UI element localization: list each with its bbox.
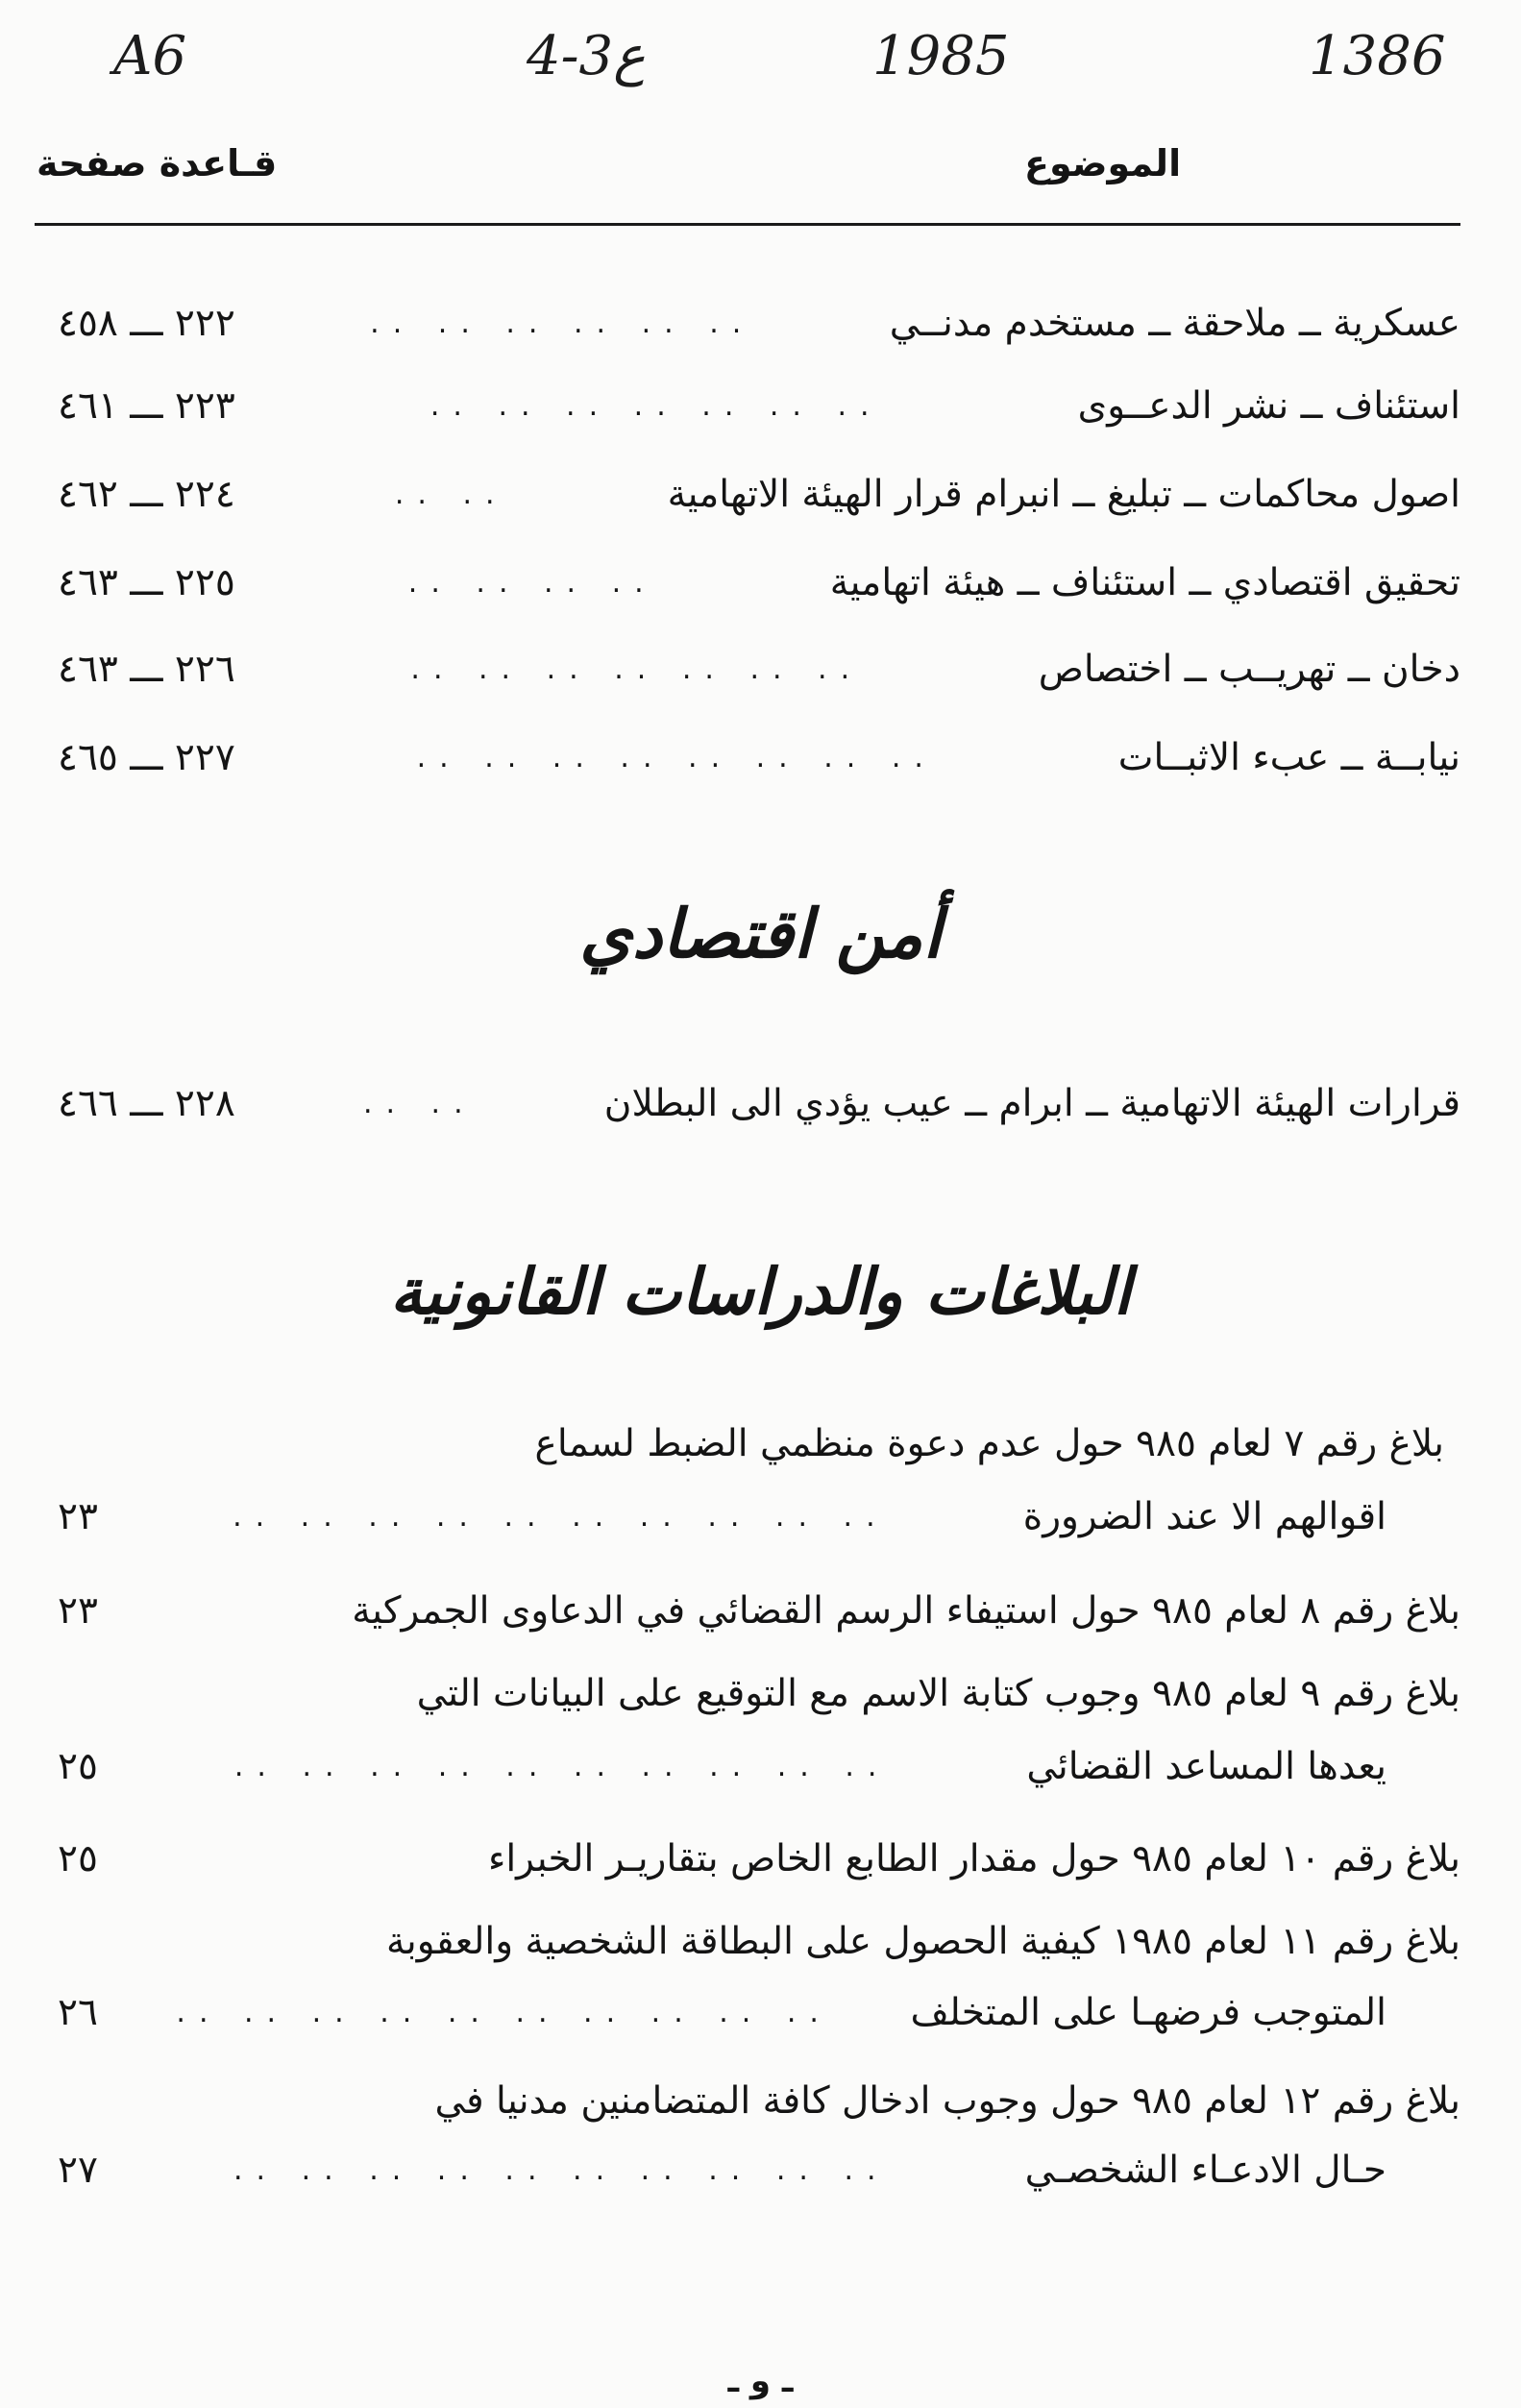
notice-line: بلاغ رقم ٩ لعام ٩٨٥ وجوب كتابة الاسم مع التوقيع على البيانات التي — [416, 1672, 1460, 1715]
entry-ref: ٢٢٥ ـــ ٤٦٣ — [58, 560, 235, 604]
handwritten-year: 1985 — [872, 25, 1010, 87]
notice-line-continued: حـال الادعـاء الشخصـي — [1024, 2148, 1386, 2192]
notice-entry — [58, 1983, 1386, 2041]
notice-page: ٢٥ — [58, 1836, 98, 1880]
entry-topic: استئناف ــ نشر الدعــوى — [1077, 383, 1460, 428]
notice-page: ٢٥ — [58, 1744, 98, 1788]
entry-topic: دخان ــ تهريــب ــ اختصاص — [1038, 647, 1460, 691]
notice-line: بلاغ رقم ١٢ لعام ٩٨٥ حول وجوب ادخال كافة المتضامنين مدنيا في — [434, 2079, 1460, 2123]
notice-line: بلاغ رقم ١٠ لعام ٩٨٥ حول مقدار الطابع الخاص بتقاريـر الخبراء — [488, 1836, 1460, 1880]
entry-leader: .. .. — [362, 1086, 477, 1120]
notice-page: ٢٦ — [58, 1990, 98, 2034]
entry-ref: ٢٢٨ ـــ ٤٦٦ — [58, 1081, 235, 1125]
entry-topic: تحقيق اقتصادي ــ استئناف ــ هيئة اتهامية — [829, 560, 1460, 604]
entry-leader: .. .. — [394, 477, 508, 511]
entry-topic: اصول محاكمات ــ تبليغ ــ انبرام قرار الهيئة الاتهامية — [667, 472, 1460, 516]
entry-ref: ٢٢٣ ـــ ٤٦١ — [58, 383, 235, 428]
index-entry — [58, 377, 1460, 434]
entry-ref: ٢٢٤ ـــ ٤٦٢ — [58, 472, 235, 516]
notice-entry — [58, 2141, 1386, 2199]
section-title-notices: البلاغات والدراسات القانونية — [389, 1254, 1132, 1329]
notice-page: ٢٣ — [58, 1588, 98, 1633]
notice-line-continued: يعدها المساعد القضائي — [1026, 1744, 1386, 1788]
index-entry — [58, 553, 1460, 611]
notice-line-continued: اقوالهم الا عند الضرورة — [1022, 1494, 1386, 1538]
entry-leader: .. .. .. .. .. .. .. .. .. .. — [233, 2152, 890, 2187]
entry-ref: ٢٢٢ ـــ ٤٥٨ — [58, 301, 235, 345]
handwritten-code-left: A6 — [113, 25, 187, 87]
page-letter: ـ و ـ — [727, 2362, 794, 2400]
section-title-economic-security: أمن اقتصادي — [579, 894, 942, 973]
notice-line: بلاغ رقم ٧ لعام ٩٨٥ حول عدم دعوة منظمي الضبط لسماع — [534, 1422, 1444, 1465]
header-topic-label: الموضوع — [1024, 142, 1182, 184]
entry-topic: قرارات الهيئة الاتهامية ــ ابرام ــ عيب يؤدي الى البطلان — [603, 1081, 1460, 1125]
header-rule-page-label: قـاعدة صفحة — [37, 142, 278, 184]
entry-leader: .. .. .. .. .. .. .. .. .. .. — [176, 1995, 832, 2029]
entry-topic: عسكرية ــ ملاحقة ــ مستخدم مدنــي — [889, 301, 1460, 345]
index-entry — [58, 728, 1460, 786]
handwritten-number: 1386 — [1309, 25, 1446, 87]
notice-line: بلاغ رقم ٨ لعام ٩٨٥ حول استيفاء الرسم القضائي في الدعاوى الجمركية — [352, 1588, 1460, 1633]
index-entry — [58, 1074, 1460, 1132]
entry-leader: .. .. .. .. .. .. .. .. .. .. — [233, 1749, 891, 1783]
entry-leader: .. .. .. .. .. .. .. — [429, 388, 883, 423]
index-entry — [58, 294, 1460, 352]
index-entry — [58, 465, 1460, 523]
notice-page: ٢٣ — [58, 1494, 98, 1538]
entry-leader: .. .. .. .. .. .. .. .. — [416, 740, 937, 774]
notice-entry — [58, 1582, 1460, 1639]
notice-entry — [58, 1737, 1386, 1795]
notice-entry — [58, 1830, 1460, 1887]
index-entry — [58, 640, 1460, 698]
notice-line: بلاغ رقم ١١ لعام ١٩٨٥ كيفية الحصول على البطاقة الشخصية والعقوبة — [386, 1920, 1460, 1963]
entry-leader: .. .. .. .. .. .. — [370, 306, 755, 340]
entry-leader: .. .. .. .. .. .. .. — [410, 651, 864, 686]
notice-page: ٢٧ — [58, 2148, 98, 2192]
header-divider — [35, 223, 1460, 226]
entry-topic: نيابــة ــ عبء الاثبــات — [1117, 735, 1460, 779]
entry-ref: ٢٢٧ ـــ ٤٦٥ — [58, 735, 235, 779]
handwritten-code-mid: 4-3ع — [527, 25, 646, 87]
notice-line-continued: المتوجب فرضهـا على المتخلف — [910, 1990, 1386, 2034]
entry-leader: .. .. .. .. .. .. .. .. .. .. — [233, 1499, 889, 1534]
entry-ref: ٢٢٦ ـــ ٤٦٣ — [58, 647, 235, 691]
entry-leader: .. .. .. .. — [407, 565, 657, 600]
notice-entry — [58, 1487, 1386, 1545]
